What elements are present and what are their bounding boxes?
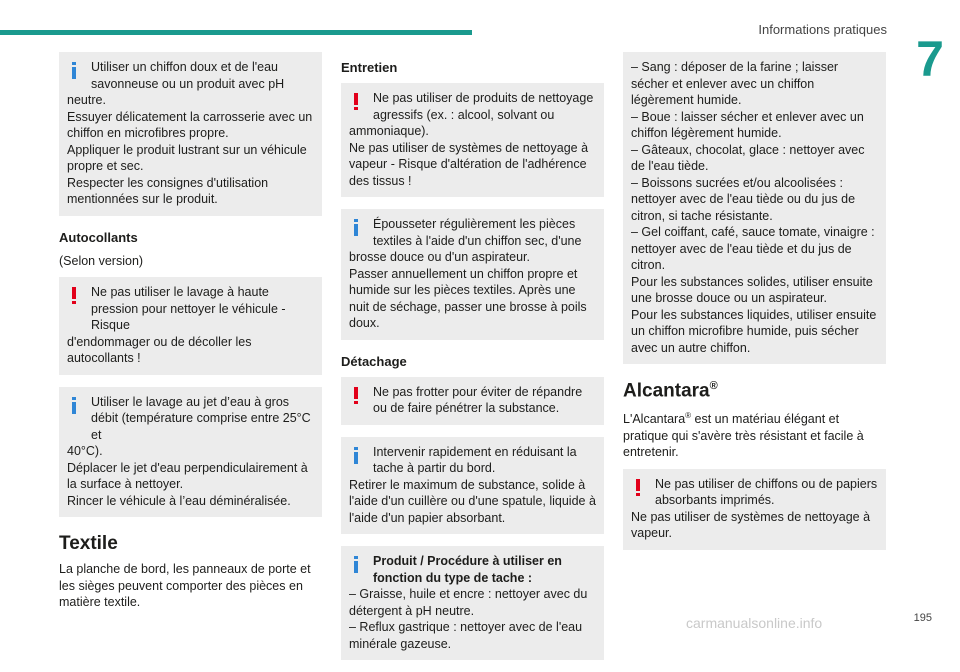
page-number: 195	[913, 612, 932, 624]
info-box	[341, 437, 604, 535]
warning-icon	[67, 287, 81, 303]
column-2	[341, 52, 604, 672]
info-box-text: neutre. Essuyer délicatement la carrosserie avec un chiffon en microfibres propre. Appliquer le produit lustrant sur un véhicule propre et sec. Respecter les consignes d'utilisation mentionnées sur le produit.	[67, 93, 313, 206]
warning-box-text: Ne pas utiliser de systèmes de nettoyage à vapeur.	[631, 509, 871, 541]
heading-detachage: Détachage	[341, 353, 407, 369]
heading-autocollants: Autocollants	[59, 229, 138, 245]
header-title: Informations pratiques	[758, 22, 887, 37]
registered-mark: ®	[685, 411, 692, 421]
warning-box-text: ammoniaque). Ne pas utiliser de systèmes de nettoyage à vapeur - Risque d'altération de l'adhérence des tissus !	[349, 124, 589, 188]
info-box	[341, 209, 604, 340]
info-box-lead: Épousseter régulièrement les pièces textiles à l'aide d'un chiffon sec, d'une	[373, 217, 582, 248]
warning-box-lead: Ne pas utiliser de produits de nettoyage agressifs (ex. : alcool, solvant ou	[373, 91, 594, 122]
info-icon	[67, 62, 81, 78]
selon-version: (Selon version)	[59, 253, 144, 268]
info-box-text: brosse douce ou d'un aspirateur. Passer annuellement un chiffon propre et humide sur les pièces textiles. Après une nuit de séchage, passer une brosse à poils doux.	[349, 250, 587, 330]
header-accent-bar	[0, 30, 472, 35]
info-icon	[349, 447, 363, 463]
alcantara-title: Alcantara	[623, 380, 710, 402]
warning-box-lead: Ne pas utiliser le lavage à haute pression pour nettoyer le véhicule - Risque	[91, 285, 286, 332]
info-box-lead: Utiliser le lavage au jet d’eau à gros débit (température comprise entre 25°C et	[91, 394, 311, 442]
column-1	[59, 52, 322, 619]
heading-entretien: Entretien	[341, 60, 398, 75]
info-box-lead: Intervenir rapidement en réduisant la tache à partir du bord.	[373, 444, 577, 475]
info-box	[59, 52, 322, 216]
warning-box	[59, 277, 322, 375]
warning-box-lead: Ne pas frotter pour éviter de répandre ou de faire pénétrer la substance.	[373, 384, 583, 415]
column-3	[623, 52, 886, 562]
alcantara-intro-a: L'Alcantara	[623, 412, 686, 427]
info-box-lead: Produit / Procédure à utiliser en fonction du type de tache :	[373, 554, 562, 585]
info-box-lead: Utiliser un chiffon doux et de l'eau savonneuse ou un produit avec pH	[91, 60, 285, 91]
info-icon	[67, 397, 81, 413]
heading-textile: Textile	[59, 533, 118, 554]
warning-box	[623, 469, 886, 550]
warning-icon	[349, 93, 363, 109]
alcantara-intro	[623, 408, 886, 461]
stain-list-box	[623, 52, 886, 364]
warning-box-text: d'endommager ou de décoller les autocollants !	[67, 334, 252, 365]
info-box	[59, 387, 322, 518]
heading-alcantara	[623, 380, 886, 402]
info-box-text: – Graisse, huile et encre : nettoyer avec du détergent à pH neutre. – Reflux gastrique : nettoyer avec de l'eau minérale gazeuse.	[349, 587, 588, 651]
info-box	[341, 546, 604, 660]
warning-box	[341, 377, 604, 425]
info-box-text: Retirer le maximum de substance, solide à l'aide d'un cuillère ou d'une spatule, liquide à l'aide d'un papier absorbant.	[349, 477, 596, 525]
watermark: carmanualsonline.info	[686, 615, 823, 631]
warning-icon	[349, 387, 363, 403]
registered-mark: ®	[709, 380, 718, 392]
info-icon	[349, 556, 363, 572]
chapter-number: 7	[916, 31, 944, 87]
alcantara-intro-b: est un matériau élégant et pratique qui s'avère très résistant et facile à entretenir.	[623, 412, 864, 460]
warning-box-lead: Ne pas utiliser de chiffons ou de papiers absorbants imprimés.	[655, 476, 878, 508]
textile-text: La planche de bord, les panneaux de porte et les sièges peuvent comporter des pièces en matière textile.	[59, 562, 311, 609]
stain-list-text: – Sang : déposer de la farine ; laisser sécher et enlever avec un chiffon légèrement humide. – Boue : laisser sécher et enlever avec un chiffon légèrement humide. – Gâteaux, chocolat, glace : nettoyer avec de l'eau tiède. – Boissons sucrées et/ou alcoolisées : nettoyer avec de l'eau tiède ou du jus de citron, si tache résistante. – Gel coiffant, café, sauce tomate, vinaigre : nettoyer avec de l'eau tiède et du jus de citron. Pour les substances solides, utiliser ensuite une brosse douce ou un aspirateur. Pour les substances liquides, utiliser ensuite un chiffon microfibre humide, puis sécher avec un autre chiffon.	[631, 60, 877, 355]
warning-box	[341, 83, 604, 197]
warning-icon	[631, 479, 645, 495]
info-box-text: 40°C). Déplacer le jet d'eau perpendiculairement à la surface à nettoyer. Rincer le véhicule à l’eau déminéralisée.	[67, 444, 308, 508]
info-icon	[349, 219, 363, 235]
